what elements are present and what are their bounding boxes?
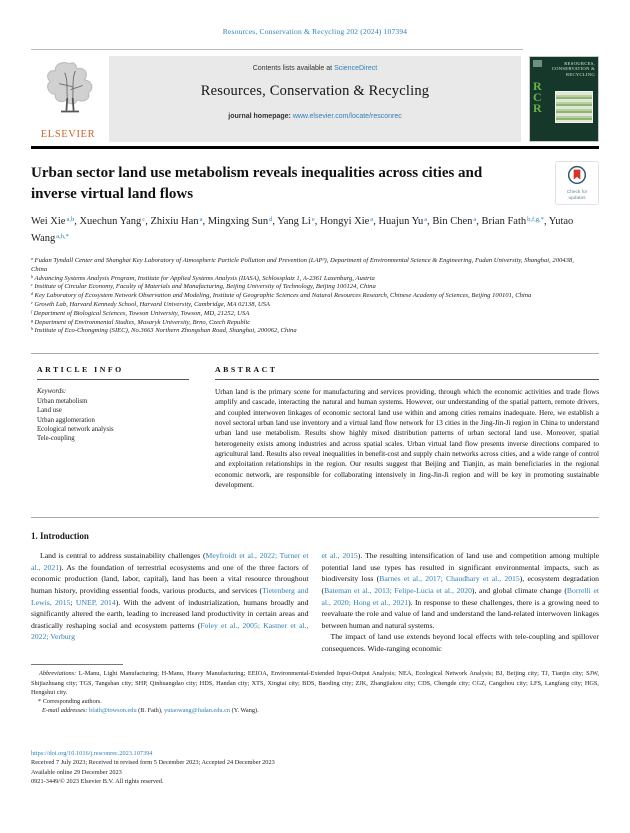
elsevier-tree-icon (43, 58, 97, 120)
abstract-text: Urban land is the primary scene for manufacturing and services providing, through which the economic activities and trade flows amplify and cascade, interacting the natural and human systems. However, our understanding of the spatial pattern, remote drivers, and coupled interwoven linkages of economic sectoral land use within and among cities remains inadequate. Here, we establish a novel sectoral urban land use inventory and a virtual land flow network for 13 cities in the Jing-Jin-Ji region in China to understand urban land use metabolism. Results show highly mixed distribution patterns of urban sectoral land use. Moreover, spatial heterogeneity exists among industries and across spatial scales. Urban virtual land flow presents inverse directions compared to agricultural land. Results also reveal inequalities in benefit-cost and supply chain networks across cities, and a wide range of control and exploitation relationships in the region. Our results suggest that Beijing and Tianjin, as main beneficiaries in the regional economic network, are responsible for collaborating intensively in Jing-Jin-Ji region and will be key in promoting sustainable development. (215, 388, 599, 489)
affiliation: $^f$ Department of Biological Sciences, Towson University, Towson, MD, 21252, USA (31, 308, 250, 317)
inline-link[interactable]: ScienceDirect (334, 65, 378, 72)
footnote-block (31, 664, 599, 715)
inline-link[interactable]: bfath@towson.edu (89, 707, 137, 715)
body-column-right (322, 550, 600, 654)
inline-link[interactable]: a (424, 215, 428, 223)
inline-link[interactable]: a,b (66, 215, 75, 223)
body-column-left (31, 550, 309, 654)
affiliation: $^d$ Key Laboratory of Ecosystem Network Observation and Modeling, Institute of Geographic Sciences and Natural Resources Research, Chinese Academy of Sciences, Beijing 100101, China (31, 291, 532, 300)
affiliation: $^e$ Growth Lab, Harvard Kennedy School, Harvard University, Cambridge, MA 02138, USA (31, 299, 270, 308)
affiliation: $^a$ Fudan Tyndall Center and Shanghai Key Laboratory of Atmospheric Particle Pollution and Prevention (LAP³), Department of Environmental Science & Engineering, Fudan University, Shanghai, 200438, China (31, 255, 574, 273)
cover-volume-chip (533, 60, 542, 67)
footnote-rule (31, 664, 123, 665)
inline-link[interactable]: Meyfroidt et al., 2022; Turner et al., 2021 (31, 551, 309, 572)
inline-link[interactable]: Bateman et al., 2013; Felipe-Lucia et al., 2020 (324, 585, 472, 595)
elsevier-logo (31, 56, 109, 142)
body-columns (31, 550, 599, 654)
inline-link[interactable]: Foley et al., 2005; Kastner et al., 2022; Verburg (31, 620, 309, 642)
journal-masthead (31, 56, 599, 142)
cover-figure-thumbnail (555, 91, 593, 123)
elsevier-wordmark: ELSEVIER (40, 129, 96, 140)
inline-link[interactable]: www.elsevier.com/locate/resconrec (292, 113, 402, 120)
abstract-heading: ABSTRACT (215, 365, 278, 375)
info-abstract-section (31, 354, 599, 500)
corresponding-authors-note: * Corresponding authors. (38, 698, 102, 706)
keyword-item: Urban agglomeration (37, 416, 95, 424)
affiliation: $^b$ Advancing Systems Analysis Program, Institute for Applied Systems Analysis (IIASA), Schlossplatz 1, A-2361 Laxenburg, Austria (31, 273, 375, 282)
keywords-label: Keywords: (37, 388, 67, 396)
check-updates-label-2: updates (568, 195, 586, 201)
journal-reference-header: Resources, Conservation & Recycling 202 (2024) 107394 (222, 27, 408, 36)
masthead-center (109, 56, 521, 142)
masthead-bottom-rule (31, 146, 599, 149)
intro-paragraph-right-1: et al., 2015). The resulting intensification of land use and competition among multiple potential land use types has resulted in significant environmental impacts, such as biodiversity loss (Barnes et al., 2017; Chaudhary et al., 2015), ecosystem degradation (Bateman et al., 2013; Felipe-Lucia et al., 2020), and global climate change (Borrelli et al., 2020; Hong et al., 2021). In response to these challenges, there is a growing need to reevaluate the role and value of land and understand the land-related interwoven linkages between human and natural systems. (321, 551, 600, 630)
issn-copyright: 0921-3449/© 2023 Elsevier B.V. All rights reserved. (31, 778, 164, 786)
keyword-item: Land use (37, 407, 62, 415)
intro-paragraph-right-2: The impact of land use extends beyond local effects with tele-coupling and spillover consequences. Wide-ranging economic (321, 632, 599, 653)
article-title: Urban sector land use metabolism reveals inequalities across cities and inverse virtual land flows (31, 165, 483, 202)
email-addresses-note: E-mail addresses: bfath@towson.edu (B. Fath), yutaowang@fudan.edu.cn (Y. Wang). (42, 707, 259, 715)
inline-link[interactable]: c (142, 215, 146, 223)
inline-link[interactable]: a (370, 215, 374, 223)
inline-link[interactable]: d (269, 215, 273, 223)
inline-link[interactable]: a,h,* (56, 232, 69, 240)
article-info-column (37, 365, 189, 490)
inline-link[interactable]: Barnes et al., 2017; Chaudhary et al., 2015 (379, 574, 520, 584)
abbreviations-note: Abbreviations: L-Manu, Light Manufacturing; H-Manu, Heavy Manufacturing; EEIOA, Environmental-Extended Input-Output Analysis; NEA, Ecological Network Analysis; BJ, Beijing city; TJ, Tianjin city; SJW, Shijiazhuang city; TGS, Tangshan city; SHP, Qinhuangdao city; HDS, Handan city; XTS, Xingtai city; BDS, Baoding city; ZJK, Zhangjiakou city; CDS, Chengde city; CGZ, Cangzhou city; LFS, Langfang city; HGS, Hengshui city. (31, 670, 600, 696)
keyword-item: Ecological network analysis (37, 425, 114, 433)
journal-cover-thumbnail (529, 56, 599, 142)
abstract-bottom-divider (31, 517, 599, 518)
check-updates-label-1: Check for (566, 190, 588, 195)
cover-journal-title: RESOURCES, CONSERVATION & RECYCLING (551, 61, 595, 77)
inline-link[interactable]: UNEP, 2014 (75, 597, 116, 607)
journal-homepage-line: journal homepage: www.elsevier.com/locate/resconrec (228, 113, 402, 120)
contents-line: Contents lists available at ScienceDirect (252, 65, 378, 72)
inline-link[interactable]: b,f,g,* (527, 215, 544, 223)
journal-title: Resources, Conservation & Recycling (200, 83, 430, 99)
inline-link[interactable]: et al., 2015 (321, 551, 358, 561)
article-info-rule (37, 379, 189, 380)
check-updates-icon (567, 165, 587, 185)
author-list: Wei Xie$^{a,b}$, Xuechun Yang$^c$, Zhixiu Han$^a$, Mingxing Sun$^d$, Yang Li$^e$, Hongyi Xie$^a$, Huajun Yu$^a$, Bin Chen$^a$, Brian Fath$^{b,f,g,*}$, Yutao Wang$^{a,h,*}$ (31, 215, 574, 244)
affiliations-list (31, 257, 583, 336)
keywords-list (37, 397, 189, 444)
available-online-date: Available online 29 December 2023 (31, 768, 122, 776)
affiliation: $^c$ Institute of Circular Economy, Faculty of Materials and Manufacturing, Beijing University of Technology, Beijing 100124, China (31, 282, 376, 291)
inline-link[interactable]: Borrelli et al., 2020; Hong et al., 2021 (321, 585, 599, 607)
affiliation: $^g$ Department of Environmental Studies, Masaryk University, Brno, Czech Republic (31, 317, 251, 326)
inline-link[interactable]: a (199, 215, 203, 223)
inline-link[interactable]: Tietenberg and Lewis, 2015 (31, 585, 309, 607)
doi-link[interactable]: https://doi.org/10.1016/j.resconrec.2023.107394 (31, 749, 153, 757)
introduction-heading: 1. Introduction (31, 531, 89, 542)
article-info-heading: ARTICLE INFO (37, 365, 124, 375)
received-dates: Received 7 July 2023; Received in revised form 5 December 2023; Accepted 24 December 2023 (31, 759, 275, 767)
affiliation: $^h$ Institute of Eco-Chongming (SIEC), No.3663 Northern Zhongshan Road, Shanghai, 200062, China (31, 326, 297, 335)
cover-rcr-logo: RCR (533, 79, 542, 115)
intro-paragraph-left: Land is central to address sustainability challenges (Meyfroidt et al., 2022; Turner et al., 2021). As the foundation of terrestrial ecosystems and one of the three factors of economic production (land, labor, capital), land has been a vital resource throughout human history, providing essential foods, various products, and services (Tietenberg and Lewis, 2015; UNEP, 2014). With the advent of industrialization, humans broadly and significantly altered the earth, leading to increased land productivity in certain areas and drastically reshaping social and ecosystem patterns (Foley et al., 2005; Kastner et al., 2022; Verburg (31, 551, 309, 642)
abstract-rule (215, 379, 599, 380)
inline-link[interactable]: a (473, 215, 477, 223)
inline-link[interactable]: yutaowang@fudan.edu.cn (164, 707, 231, 715)
abstract-column (215, 365, 599, 490)
top-divider (31, 49, 523, 50)
keyword-item: Tele-coupling (37, 435, 75, 443)
article-footer (31, 749, 599, 787)
check-for-updates-badge[interactable] (555, 161, 599, 205)
inline-link[interactable]: e (311, 215, 315, 223)
keyword-item: Urban metabolism (37, 397, 88, 405)
